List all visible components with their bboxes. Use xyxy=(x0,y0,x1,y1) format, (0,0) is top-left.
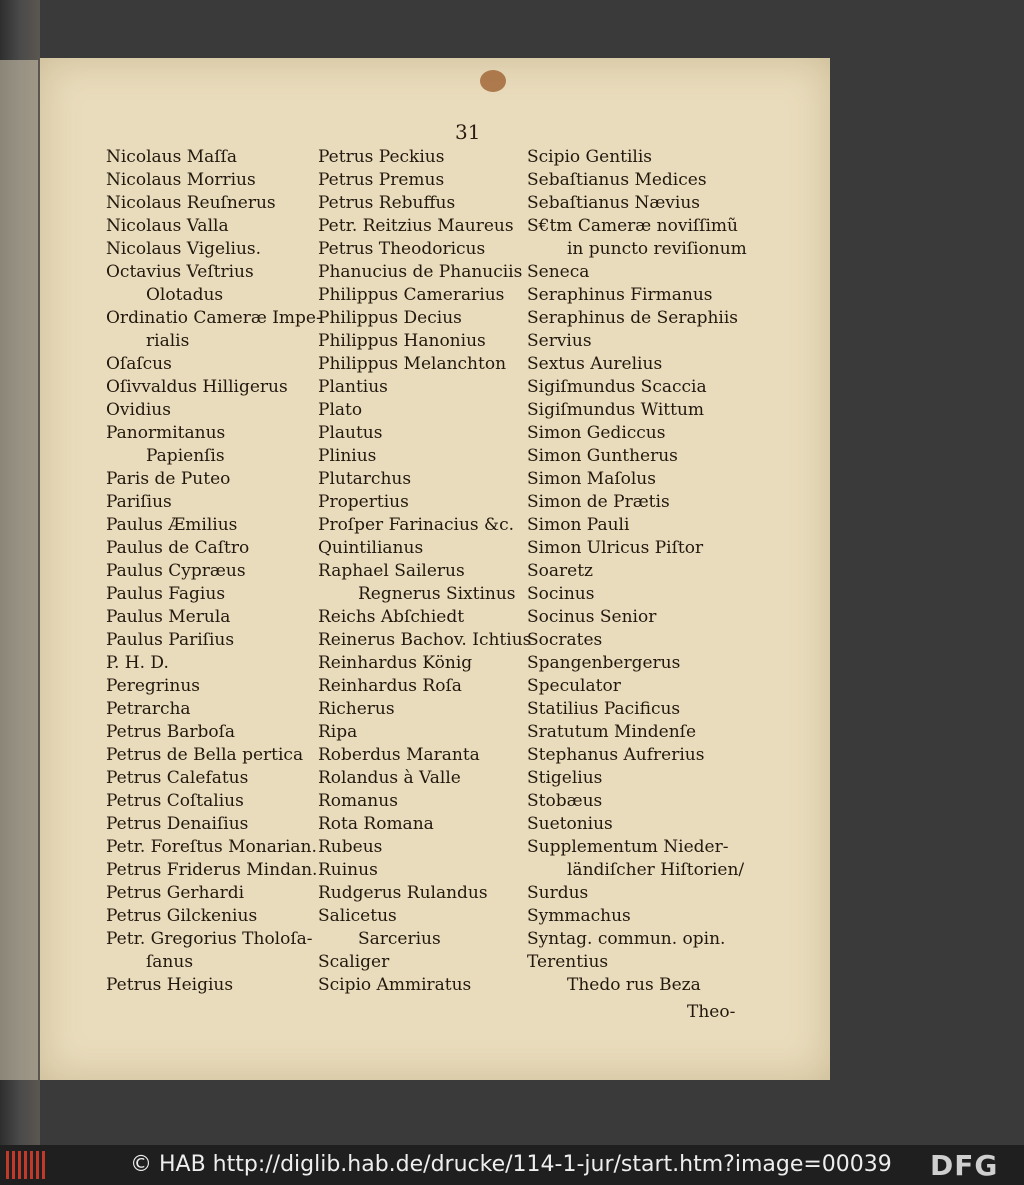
index-entry: Supplementum Nieder- xyxy=(527,837,729,857)
page-number: 31 xyxy=(455,120,481,144)
index-entry: Petr. Reitzius Maureus xyxy=(318,216,514,236)
index-entry: Socinus Senior xyxy=(527,607,657,627)
index-entry: Plato xyxy=(318,400,363,420)
index-column-2 xyxy=(318,146,531,997)
index-entry: Sarcerius xyxy=(358,929,441,949)
index-entry: Ordinatio Cameræ Impe- xyxy=(106,308,322,328)
index-entry: Nicolaus Reuſnerus xyxy=(106,193,276,213)
dfg-logo: DFG xyxy=(930,1149,999,1182)
index-entry: Simon de Prætis xyxy=(527,492,670,512)
index-entry: Roberdus Maranta xyxy=(318,745,480,765)
index-entry: Philippus Decius xyxy=(318,308,462,328)
index-entry: Paulus Æmilius xyxy=(106,515,238,535)
index-entry: Soaretz xyxy=(527,561,593,581)
index-entry: Simon Ulricus Piſtor xyxy=(527,538,704,558)
index-entry: Stobæus xyxy=(527,791,603,811)
index-entry: Statilius Pacificus xyxy=(527,699,681,719)
index-entry: Simon Gediccus xyxy=(527,423,666,443)
index-entry: Paulus Pariſius xyxy=(106,630,235,650)
index-entry: Simon Guntherus xyxy=(527,446,678,466)
catchword: Theo- xyxy=(687,1002,736,1022)
index-entry: Regnerus Sixtinus xyxy=(358,584,516,604)
index-entry: Proſper Farinacius &c. xyxy=(318,515,515,535)
index-entry: Petrus Calefatus xyxy=(106,768,249,788)
index-entry: Rubeus xyxy=(318,837,383,857)
index-entry: Pariſius xyxy=(106,492,172,512)
index-entry: Petrus Coſtalius xyxy=(106,791,244,811)
index-entry: Seneca xyxy=(527,262,590,282)
index-entry: Syntag. commun. opin. xyxy=(527,929,726,949)
index-entry: P. H. D. xyxy=(106,653,169,673)
index-entry: Sigiſmundus Scaccia xyxy=(527,377,707,397)
index-entry: Seraphinus de Seraphiis xyxy=(527,308,739,328)
index-entry: Socinus xyxy=(527,584,595,604)
index-entry: Petrus Theodoricus xyxy=(318,239,486,259)
index-entry: Petrus Gilckenius xyxy=(106,906,258,926)
index-entry: Nicolaus Morrius xyxy=(106,170,256,190)
index-entry: Terentius xyxy=(527,952,609,972)
index-entry: Salicetus xyxy=(318,906,397,926)
index-entry: ſanus xyxy=(146,952,194,972)
index-entry: Sebaſtianus Medices xyxy=(527,170,707,190)
index-entry: Petrus Friderus Mindan. xyxy=(106,860,318,880)
index-entry: Philippus Hanonius xyxy=(318,331,486,351)
index-entry: Servius xyxy=(527,331,592,351)
index-entry: Oſivvaldus Hilligerus xyxy=(106,377,288,397)
index-entry: Rudgerus Rulandus xyxy=(318,883,488,903)
index-entry: rialis xyxy=(146,331,190,351)
index-entry: Peregrinus xyxy=(106,676,200,696)
index-entry: Reinerus Bachov. Ichtius xyxy=(318,630,532,650)
index-entry: Reinhardus Roſa xyxy=(318,676,462,696)
index-entry: Scipio Gentilis xyxy=(527,147,653,167)
index-entry: Petrus Heigius xyxy=(106,975,234,995)
index-entry: Petrus Gerhardi xyxy=(106,883,245,903)
index-entry: Sratutum Mindenſe xyxy=(527,722,697,742)
index-entry: Romanus xyxy=(318,791,398,811)
index-entry: Plinius xyxy=(318,446,377,466)
index-entry: Suetonius xyxy=(527,814,613,834)
index-entry: ländiſcher Hiſtorien/ xyxy=(567,860,745,880)
index-entry: Sextus Aurelius xyxy=(527,354,663,374)
copyright-link[interactable]: © HAB http://diglib.hab.de/drucke/114-1-jur/start.htm?image=00039 xyxy=(130,1152,892,1177)
index-entry: Nicolaus Vigelius. xyxy=(106,239,262,259)
index-entry: Quintilianus xyxy=(318,538,424,558)
index-entry: Raphael Sailerus xyxy=(318,561,465,581)
index-entry: Paulus de Caſtro xyxy=(106,538,250,558)
scanned-page xyxy=(40,58,830,1080)
index-column-1 xyxy=(106,146,322,997)
index-entry: Philippus Camerarius xyxy=(318,285,505,305)
index-entry: Petrus Barboſa xyxy=(106,722,236,742)
index-entry: S€tm Cameræ noviſſimũ xyxy=(527,216,738,236)
index-entry: Stigelius xyxy=(527,768,603,788)
index-entry: Propertius xyxy=(318,492,409,512)
index-entry: Petrus de Bella pertica xyxy=(106,745,304,765)
index-entry: Papienſis xyxy=(146,446,225,466)
index-entry: Seraphinus Firmanus xyxy=(527,285,713,305)
index-entry: Petrarcha xyxy=(106,699,191,719)
index-entry: in puncto reviſionum xyxy=(567,239,747,259)
index-entry: Petrus Peckius xyxy=(318,147,445,167)
index-entry: Rota Romana xyxy=(318,814,434,834)
index-entry: Richerus xyxy=(318,699,395,719)
index-entry: Plantius xyxy=(318,377,388,397)
index-entry: Plutarchus xyxy=(318,469,412,489)
index-entry: Reichs Abſchiedt xyxy=(318,607,465,627)
index-entry: Paulus Cypræus xyxy=(106,561,246,581)
index-entry: Sebaſtianus Nævius xyxy=(527,193,701,213)
index-entry: Paulus Merula xyxy=(106,607,231,627)
index-entry: Panormitanus xyxy=(106,423,226,443)
index-entry: Petrus Denaiſius xyxy=(106,814,249,834)
index-entry: Reinhardus König xyxy=(318,653,473,673)
index-entry: Scipio Ammiratus xyxy=(318,975,472,995)
hab-logo-icon xyxy=(6,1151,48,1179)
index-entry: Petr. Foreſtus Monarian. xyxy=(106,837,317,857)
index-entry: Scaliger xyxy=(318,952,390,972)
index-entry: Thedo rus Beza xyxy=(567,975,701,995)
index-entry: Sigiſmundus Wittum xyxy=(527,400,705,420)
index-entry: Nicolaus Valla xyxy=(106,216,229,236)
index-entry: Ruinus xyxy=(318,860,378,880)
index-entry: Olotadus xyxy=(146,285,224,305)
index-entry: Rolandus à Valle xyxy=(318,768,461,788)
index-entry: Ovidius xyxy=(106,400,171,420)
index-entry: Simon Pauli xyxy=(527,515,630,535)
index-entry: Surdus xyxy=(527,883,589,903)
index-entry: Nicolaus Maſſa xyxy=(106,147,237,167)
index-entry: Petr. Gregorius Tholoſa- xyxy=(106,929,313,949)
index-entry: Paris de Puteo xyxy=(106,469,231,489)
footer-bar xyxy=(0,1145,1024,1185)
index-entry: Ripa xyxy=(318,722,358,742)
index-entry: Spangenbergerus xyxy=(527,653,681,673)
index-entry: Simon Maſolus xyxy=(527,469,656,489)
previous-page-edge xyxy=(0,60,38,1080)
index-entry: Petrus Rebuffus xyxy=(318,193,456,213)
index-entry: Petrus Premus xyxy=(318,170,445,190)
index-entry: Plautus xyxy=(318,423,383,443)
index-entry: Philippus Melanchton xyxy=(318,354,507,374)
index-column-3 xyxy=(527,146,747,997)
index-entry: Symmachus xyxy=(527,906,631,926)
ink-stain xyxy=(480,70,506,92)
index-entry: Phanucius de Phanuciis xyxy=(318,262,523,282)
index-entry: Stephanus Aufrerius xyxy=(527,745,705,765)
index-entry: Paulus Fagius xyxy=(106,584,226,604)
index-entry: Speculator xyxy=(527,676,621,696)
index-entry: Octavius Veſtrius xyxy=(106,262,254,282)
index-entry: Socrates xyxy=(527,630,603,650)
index-entry: Oſaſcus xyxy=(106,354,172,374)
